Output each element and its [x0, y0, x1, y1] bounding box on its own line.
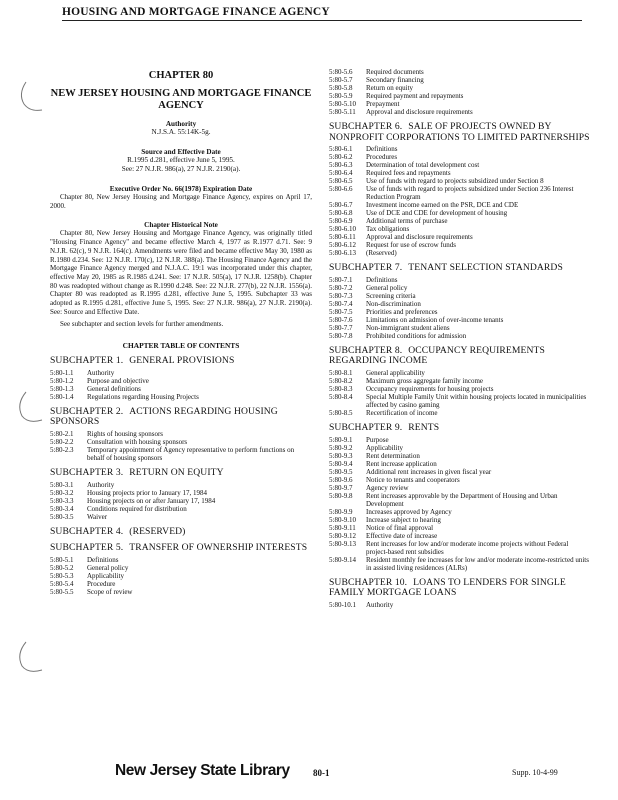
section-title: Investment income earned on the PSR, DCE and CDE: [366, 201, 519, 210]
section-number: 5:80-9.2: [329, 443, 353, 452]
subchapter-title: LOANS TO LENDERS FOR SINGLE FAMILY MORTGAGE LOANS: [329, 576, 566, 599]
section-title: Authority: [366, 600, 394, 609]
scan-mark-1: [16, 80, 46, 120]
toc-entry: [329, 169, 591, 177]
section-title: General applicability: [366, 368, 425, 377]
section-number: 5:80-7.2: [329, 283, 353, 292]
section-number: 5:80-1.1: [50, 368, 74, 377]
subchapter: [329, 122, 591, 257]
section-title: Regulations regarding Housing Projects: [87, 392, 199, 401]
left-subchapters: [50, 356, 312, 596]
section-number: 5:80-9.9: [329, 507, 353, 516]
toc-entry: [329, 444, 591, 452]
toc-entry: [329, 460, 591, 468]
section-number: 5:80-9.6: [329, 475, 353, 484]
toc-entry: [329, 532, 591, 540]
section-title: Additional rent increases in given fiscal year: [366, 467, 492, 476]
section-title: Occupancy requirements for housing projects: [366, 384, 494, 393]
toc-entry: [329, 393, 591, 409]
section-title: Limitations on admission of over-income tenants: [366, 315, 504, 324]
toc-entry: [329, 145, 591, 153]
toc-entry: [329, 516, 591, 524]
subchapter-label: SUBCHAPTER 5.: [50, 542, 124, 554]
authority-text: N.J.S.A. 55:14K-5g.: [151, 128, 211, 136]
section-number: 5:80-5.4: [50, 579, 74, 588]
toc-entry: [329, 300, 591, 308]
section-number: 5:80-9.5: [329, 467, 353, 476]
toc-entry: [50, 588, 312, 596]
section-title: Request for use of escrow funds: [366, 241, 457, 250]
toc-entry: [329, 76, 591, 84]
section-number: 5:80-6.10: [329, 225, 357, 234]
toc-entry: [50, 377, 312, 385]
subchapter-label: SUBCHAPTER 6.: [329, 121, 403, 132]
section-number: 5:80-9.14: [329, 555, 357, 564]
source-line-2: See: 27 N.J.R. 986(a), 27 N.J.R. 2190(a).: [121, 165, 241, 173]
toc-entry: [329, 452, 591, 460]
section-title: Housing projects prior to January 17, 1984: [87, 488, 207, 497]
subchapter-title: OCCUPANCY REQUIREMENTS REGARDING INCOME: [329, 344, 545, 367]
section-title: Prohibited conditions for admission: [366, 331, 467, 340]
section-number: 5:80-6.12: [329, 241, 357, 250]
section-number: 5:80-5.6: [329, 68, 353, 76]
toc-entry: [329, 108, 591, 116]
subchapter-title: GENERAL PROVISIONS: [129, 355, 235, 367]
toc-entry: [50, 556, 312, 564]
toc-entry: [329, 369, 591, 377]
toc-entry: [329, 540, 591, 556]
section-title: General definitions: [87, 384, 141, 393]
section-number: 5:80-9.10: [329, 515, 357, 524]
toc-entry: [329, 217, 591, 225]
subchapter-label: SUBCHAPTER 2.: [50, 405, 124, 417]
subchapter-heading: [329, 423, 591, 434]
section-number: 5:80-9.7: [329, 483, 353, 492]
section-number: 5:80-3.3: [50, 496, 74, 505]
section-number: 5:80-7.4: [329, 299, 353, 308]
section-title: Notice to tenants and cooperators: [366, 475, 460, 484]
section-number: 5:80-6.4: [329, 169, 353, 178]
section-title: Applicability: [87, 571, 124, 580]
toc-entry: [329, 209, 591, 217]
section-number: 5:80-1.3: [50, 384, 74, 393]
eo-heading: Executive Order No. 66(1978) Expiration Date: [109, 185, 253, 193]
subchapter: [50, 527, 312, 538]
toc-entry: [329, 249, 591, 257]
toc-entry: [329, 377, 591, 385]
section-title: Rent determination: [366, 451, 420, 460]
history-text: Chapter 80, New Jersey Housing and Mortgage Finance Agency, was originally titled "Housing Finance Agency" and became effective March 4, 1977 as R.1977 d.71. See: 9 N.J.R. 62(c), 9 N.J.R. 164(c). Amendments were filed and became effective May 30, 1980 as R.1980 d.234. See: 12 N.J.R. 170(c), 12 N.J.R. 388(a). The Housing Finance Agency and the Mortgage Finance Agency merged and N.J.A.C. 19:1 was incorporated under this chapter, effective May 20, 1985 as R.1985 d.241. See: 17 N.J.R. 505(a), 17 N.J.R. 1258(b). Chapter 80 was readopted without change as R.1990 d.248. See: 22 N.J.R. 277(b), 22 N.J.R. 1556(a). Chapter 80 was readopted as R.1995 d.281, effective June 5, 1995. Subchapter 33 was adopted as R.1995 d.281, effective June 5, 1995. See: 27 N.J.R. 986(a), 27 N.J.R. 2190(a). See: Source and Effective Date.: [50, 229, 312, 316]
source-line-1: R.1995 d.281, effective June 5, 1995.: [127, 156, 235, 164]
section-number: 5:80-5.2: [50, 563, 74, 572]
see-text: See subchapter and section levels for further amendments.: [60, 320, 224, 329]
toc-entry: [329, 436, 591, 444]
subchapter-label: SUBCHAPTER 4.: [50, 525, 124, 537]
scan-mark-3: [14, 640, 44, 680]
section-title: Authority: [87, 480, 115, 489]
right-subchapters: [329, 122, 591, 609]
section-number: 5:80-9.12: [329, 531, 357, 540]
subchapter-label: SUBCHAPTER 9.: [329, 421, 403, 433]
section-title: Tax obligations: [366, 225, 410, 234]
subchapter-heading: [329, 346, 591, 367]
subchapter: [50, 468, 312, 521]
toc-entry: [329, 68, 591, 76]
section-number: 5:80-8.4: [329, 392, 353, 401]
toc-entry: [329, 233, 591, 241]
toc-entry: [329, 225, 591, 233]
toc-entry: [329, 177, 591, 185]
section-number: 5:80-7.5: [329, 307, 353, 316]
section-number: 5:80-1.4: [50, 392, 74, 401]
section-title: Maximum gross aggregate family income: [366, 376, 484, 385]
toc-entry: [329, 601, 591, 609]
section-number: 5:80-6.7: [329, 201, 353, 210]
right-column: [329, 68, 591, 609]
section-title: Return on equity: [366, 84, 414, 92]
toc-entry: [329, 100, 591, 108]
section-number: 5:80-9.13: [329, 539, 357, 548]
toc-entry: [329, 241, 591, 249]
section-number: 5:80-5.11: [329, 108, 356, 116]
toc-entry: [50, 497, 312, 505]
section-title: General policy: [87, 563, 129, 572]
toc-entry: [329, 385, 591, 393]
section-number: 5:80-7.8: [329, 331, 353, 340]
section-number: 5:80-9.4: [329, 459, 353, 468]
subchapter-heading: [50, 356, 312, 367]
section-title: Priorities and preferences: [366, 307, 438, 316]
running-head: HOUSING AND MORTGAGE FINANCE AGENCY: [62, 6, 582, 21]
subchapter-heading: [50, 543, 312, 554]
section-title: Rights of housing sponsors: [87, 429, 164, 438]
section-number: 5:80-9.1: [329, 435, 353, 444]
section-number: 5:80-2.2: [50, 437, 74, 446]
toc-entry: [50, 385, 312, 393]
subchapter-label: SUBCHAPTER 3.: [50, 466, 124, 478]
subchapter-heading: [50, 468, 312, 479]
section-title: Scope of review: [87, 587, 133, 596]
toc-entry: [329, 476, 591, 484]
subchapter-heading: [329, 263, 591, 274]
subchapter-heading: [329, 578, 591, 599]
toc-entry: [329, 84, 591, 92]
subchapter-heading: [329, 122, 591, 143]
section-title: Increases approved by Agency: [366, 507, 452, 516]
subchapter-title: TRANSFER OF OWNERSHIP INTERESTS: [129, 542, 308, 554]
section-number: 5:80-6.3: [329, 161, 353, 170]
section-title: Increase subject to hearing: [366, 515, 441, 524]
section-number: 5:80-7.6: [329, 315, 353, 324]
section-number: 5:80-5.8: [329, 84, 353, 92]
section-title: Required payment and repayments: [366, 92, 464, 100]
section-title: Non-immigrant student aliens: [366, 323, 450, 332]
section-title: Effective date of increase: [366, 531, 438, 540]
toc-entry: [329, 161, 591, 169]
section-number: 5:80-3.4: [50, 504, 74, 513]
section-number: 5:80-8.5: [329, 408, 353, 417]
continued-entries: [329, 68, 591, 116]
section-title: Purpose: [366, 435, 389, 444]
section-title: Use of funds with regard to projects subsidized under Section 8: [366, 177, 544, 186]
toc-entry: [329, 468, 591, 476]
toc-entry: [50, 393, 312, 401]
section-number: 5:80-5.7: [329, 76, 353, 84]
section-number: 5:80-9.11: [329, 523, 356, 532]
section-number: 5:80-6.1: [329, 145, 353, 154]
toc-entry: [329, 201, 591, 209]
subchapter-label: SUBCHAPTER 10.: [329, 576, 408, 588]
authority-heading: Authority: [165, 120, 197, 128]
toc-entry: [50, 513, 312, 521]
toc-entry: [50, 505, 312, 513]
subchapter-label: SUBCHAPTER 8.: [329, 344, 403, 356]
section-number: 5:80-5.5: [50, 587, 74, 596]
toc-entry: [329, 308, 591, 316]
section-number: 5:80-5.3: [50, 571, 74, 580]
section-title: Prepayment: [366, 100, 400, 108]
section-title: Definitions: [87, 555, 119, 564]
section-title: Notice of final approval: [366, 523, 434, 532]
subchapter: [329, 578, 591, 609]
section-number: 5:80-9.8: [329, 491, 353, 500]
section-number: 5:80-2.3: [50, 445, 74, 454]
subchapter-label: SUBCHAPTER 1.: [50, 355, 124, 367]
section-number: 5:80-1.2: [50, 376, 74, 385]
toc-entry: [50, 564, 312, 572]
scan-mark-2: [14, 390, 44, 430]
toc-entry: [329, 153, 591, 161]
subchapter-title: SALE OF PROJECTS OWNED BY NONPROFIT CORPORATIONS TO LIMITED PARTNERSHIPS: [329, 121, 590, 143]
section-title: Waiver: [87, 512, 108, 521]
section-title: Authority: [87, 368, 115, 377]
subchapter: [50, 543, 312, 596]
subchapter: [50, 407, 312, 462]
toc-entry: [329, 484, 591, 492]
subchapter-title: (RESERVED): [129, 525, 186, 537]
section-title: Rent increases for low and/or moderate income projects without Federal project-based rent subsidies: [366, 539, 569, 556]
section-number: 5:80-6.5: [329, 177, 353, 186]
subchapter: [329, 346, 591, 417]
toc-entry: [329, 284, 591, 292]
section-title: Rent increases approvable by the Department of Housing and Urban Development: [366, 491, 558, 508]
section-title: Consultation with housing sponsors: [87, 437, 188, 446]
subchapter-title: RENTS: [408, 421, 440, 433]
section-title: Conditions required for distribution: [87, 504, 187, 513]
section-title: Special Multiple Family Unit within housing projects located in municipalities affected by casino gaming: [366, 392, 587, 409]
section-title: Required documents: [366, 68, 424, 76]
section-title: Procedure: [87, 579, 116, 588]
toc-entry: [329, 276, 591, 284]
section-title: General policy: [366, 283, 408, 292]
section-title: Use of funds with regard to projects subsidized under Section 236 Interest Reduction Program: [366, 185, 574, 202]
section-number: 5:80-6.11: [329, 233, 356, 242]
section-title: Resident monthly fee increases for low and/or moderate income-restricted units in assisted living residences (ALRs): [366, 555, 589, 572]
section-title: Agency review: [366, 483, 409, 492]
section-number: 5:80-3.1: [50, 480, 74, 489]
subchapter-title: TENANT SELECTION STANDARDS: [408, 262, 563, 274]
toc-entry: [329, 316, 591, 324]
toc-entry: [329, 492, 591, 508]
toc-entry: [50, 580, 312, 588]
section-number: 5:80-5.9: [329, 92, 353, 100]
section-number: 5:80-6.2: [329, 153, 353, 162]
section-number: 5:80-2.1: [50, 429, 74, 438]
subchapter: [329, 423, 591, 572]
toc-entry: [329, 508, 591, 516]
section-title: Applicability: [366, 443, 403, 452]
chapter-title: NEW JERSEY HOUSING AND MORTGAGE FINANCE AGENCY: [50, 88, 312, 111]
section-number: 5:80-8.3: [329, 384, 353, 393]
section-number: 5:80-5.10: [329, 100, 357, 108]
history-heading: Chapter Historical Note: [144, 221, 218, 230]
section-title: Required fees and repayments: [366, 169, 451, 178]
section-title: Additional terms of purchase: [366, 217, 448, 226]
section-number: 5:80-9.3: [329, 451, 353, 460]
section-number: 5:80-5.1: [50, 555, 74, 564]
toc-entry: [50, 572, 312, 580]
section-title: Housing projects on or after January 17, 1984: [87, 496, 216, 505]
toc-entry: [329, 409, 591, 417]
section-number: 5:80-3.2: [50, 488, 74, 497]
section-number: 5:80-6.13: [329, 249, 357, 258]
toc-entry: [50, 438, 312, 446]
toc-entry: [50, 481, 312, 489]
subchapter-title: ACTIONS REGARDING HOUSING SPONSORS: [50, 405, 278, 428]
section-title: (Reserved): [366, 249, 397, 258]
subchapter: [329, 263, 591, 340]
section-number: 5:80-7.1: [329, 275, 353, 284]
library-stamp: New Jersey State Library: [115, 762, 290, 779]
section-title: Purpose and objective: [87, 376, 149, 385]
section-title: Approval and disclosure requirements: [366, 233, 473, 242]
toc-entry: [50, 446, 312, 462]
subchapter-label: SUBCHAPTER 7.: [329, 262, 403, 274]
toc-entry: [329, 524, 591, 532]
section-number: 5:80-7.7: [329, 323, 353, 332]
section-title: Rent increase application: [366, 459, 437, 468]
toc-entry: [329, 332, 591, 340]
left-column: [50, 66, 312, 596]
toc-entry: [50, 369, 312, 377]
subchapter-heading: [50, 527, 312, 538]
section-number: 5:80-6.8: [329, 209, 353, 218]
section-title: Secondary financing: [366, 76, 424, 84]
toc-entry: [50, 430, 312, 438]
section-title: Screening criteria: [366, 291, 416, 300]
toc-entry: [329, 92, 591, 100]
section-title: Non-discrimination: [366, 299, 421, 308]
page-number: 80-1: [313, 768, 330, 778]
section-number: 5:80-8.1: [329, 368, 353, 377]
subchapter: [50, 356, 312, 401]
subchapter-title: RETURN ON EQUITY: [129, 466, 224, 478]
toc-heading: CHAPTER TABLE OF CONTENTS: [122, 341, 240, 351]
section-number: 5:80-8.2: [329, 376, 353, 385]
section-title: Definitions: [366, 145, 398, 154]
section-title: Procedures: [366, 153, 398, 162]
section-title: Use of DCE and CDE for development of housing: [366, 209, 508, 218]
toc-entry: [329, 185, 591, 201]
section-title: Definitions: [366, 275, 398, 284]
supplement-date: Supp. 10-4-99: [512, 768, 558, 777]
section-number: 5:80-3.5: [50, 512, 74, 521]
section-title: Recertification of income: [366, 408, 438, 417]
chapter-label: CHAPTER 80: [148, 70, 214, 81]
source-heading: Source and Effective Date: [141, 148, 221, 156]
toc-entry: [329, 324, 591, 332]
toc-entry: [329, 292, 591, 300]
section-title: Approval and disclosure requirements: [366, 108, 473, 116]
toc-entry: [329, 556, 591, 572]
eo-text: Chapter 80, New Jersey Housing and Mortgage Finance Agency, expires on April 17, 2000.: [50, 193, 312, 210]
section-number: 5:80-7.3: [329, 291, 353, 300]
section-number: 5:80-6.6: [329, 185, 353, 194]
subchapter-heading: [50, 407, 312, 428]
section-number: 5:80-6.9: [329, 217, 353, 226]
section-title: Determination of total development cost: [366, 161, 480, 170]
toc-entry: [50, 489, 312, 497]
section-number: 5:80-10.1: [329, 600, 357, 609]
section-title: Temporary appointment of Agency representative to perform functions on behalf of housing sponsors: [87, 445, 295, 462]
